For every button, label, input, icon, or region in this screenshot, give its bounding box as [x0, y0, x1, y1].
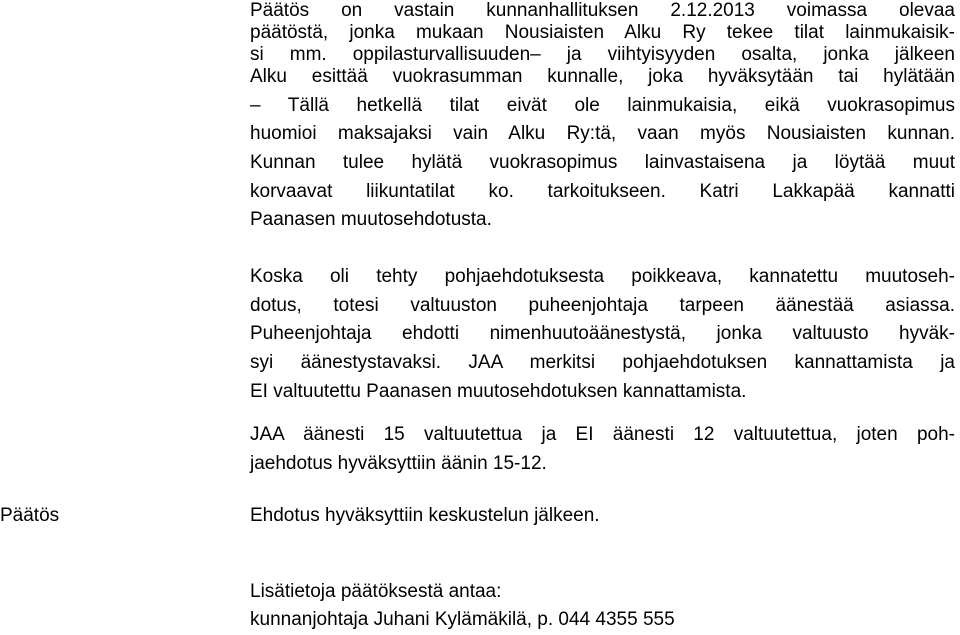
contact-person: kunnanjohtaja Juhani Kylämäkilä, p. 044 4355 555 [250, 609, 675, 630]
text-line: Päätös on vastain kunnanhallituksen 2.12.2013 voimassa olevaa [250, 0, 955, 21]
text-line: dotus, totesi valtuuston puheenjohtaja tarpeen äänestää asiassa. [250, 295, 955, 316]
decision-text: Ehdotus hyväksyttiin keskustelun jälkeen. [250, 505, 600, 526]
text-line: Alku esittää vuokrasumman kunnalle, joka hyväksytään tai hylätään [250, 66, 955, 87]
text-line: korvaavat liikuntatilat ko. tarkoitukseen. Katri Lakkapää kannatti [250, 181, 955, 202]
text-line: si mm. oppilasturvallisuuden– ja viihtyisyyden osalta, jonka jälkeen [250, 44, 955, 65]
text-line: Koska oli tehty pohjaehdotuksesta poikkeava, kannatettu muutoseh- [250, 266, 955, 287]
text-line: syi äänestystavaksi. JAA merkitsi pohjaehdotuksen kannattamista ja [250, 352, 955, 373]
text-line: Puheenjohtaja ehdotti nimenhuutoäänestystä, jonka valtuusto hyväk- [250, 323, 955, 344]
text-line: JAA äänesti 15 valtuutettua ja EI äänesti 12 valtuutettua, joten poh- [250, 424, 955, 445]
decision-label: Päätös [0, 505, 60, 526]
text-line: EI valtuutettu Paanasen muutosehdotuksen kannattamista. [250, 381, 747, 402]
text-line: päätöstä, jonka mukaan Nousiaisten Alku Ry tekee tilat lainmukaisik- [250, 22, 955, 43]
text-line: huomioi maksajaksi vain Alku Ry:tä, vaan myös Nousiaisten kunnan. [250, 123, 955, 144]
text-line: – Tällä hetkellä tilat eivät ole lainmukaisia, eikä vuokrasopimus [250, 95, 955, 116]
text-line: Paanasen muutosehdotusta. [250, 209, 492, 230]
contact-heading: Lisätietoja päätöksestä antaa: [250, 581, 502, 602]
text-line: jaehdotus hyväksyttiin äänin 15-12. [250, 453, 547, 474]
text-line: Kunnan tulee hylätä vuokrasopimus lainvastaisena ja löytää muut [250, 152, 955, 173]
